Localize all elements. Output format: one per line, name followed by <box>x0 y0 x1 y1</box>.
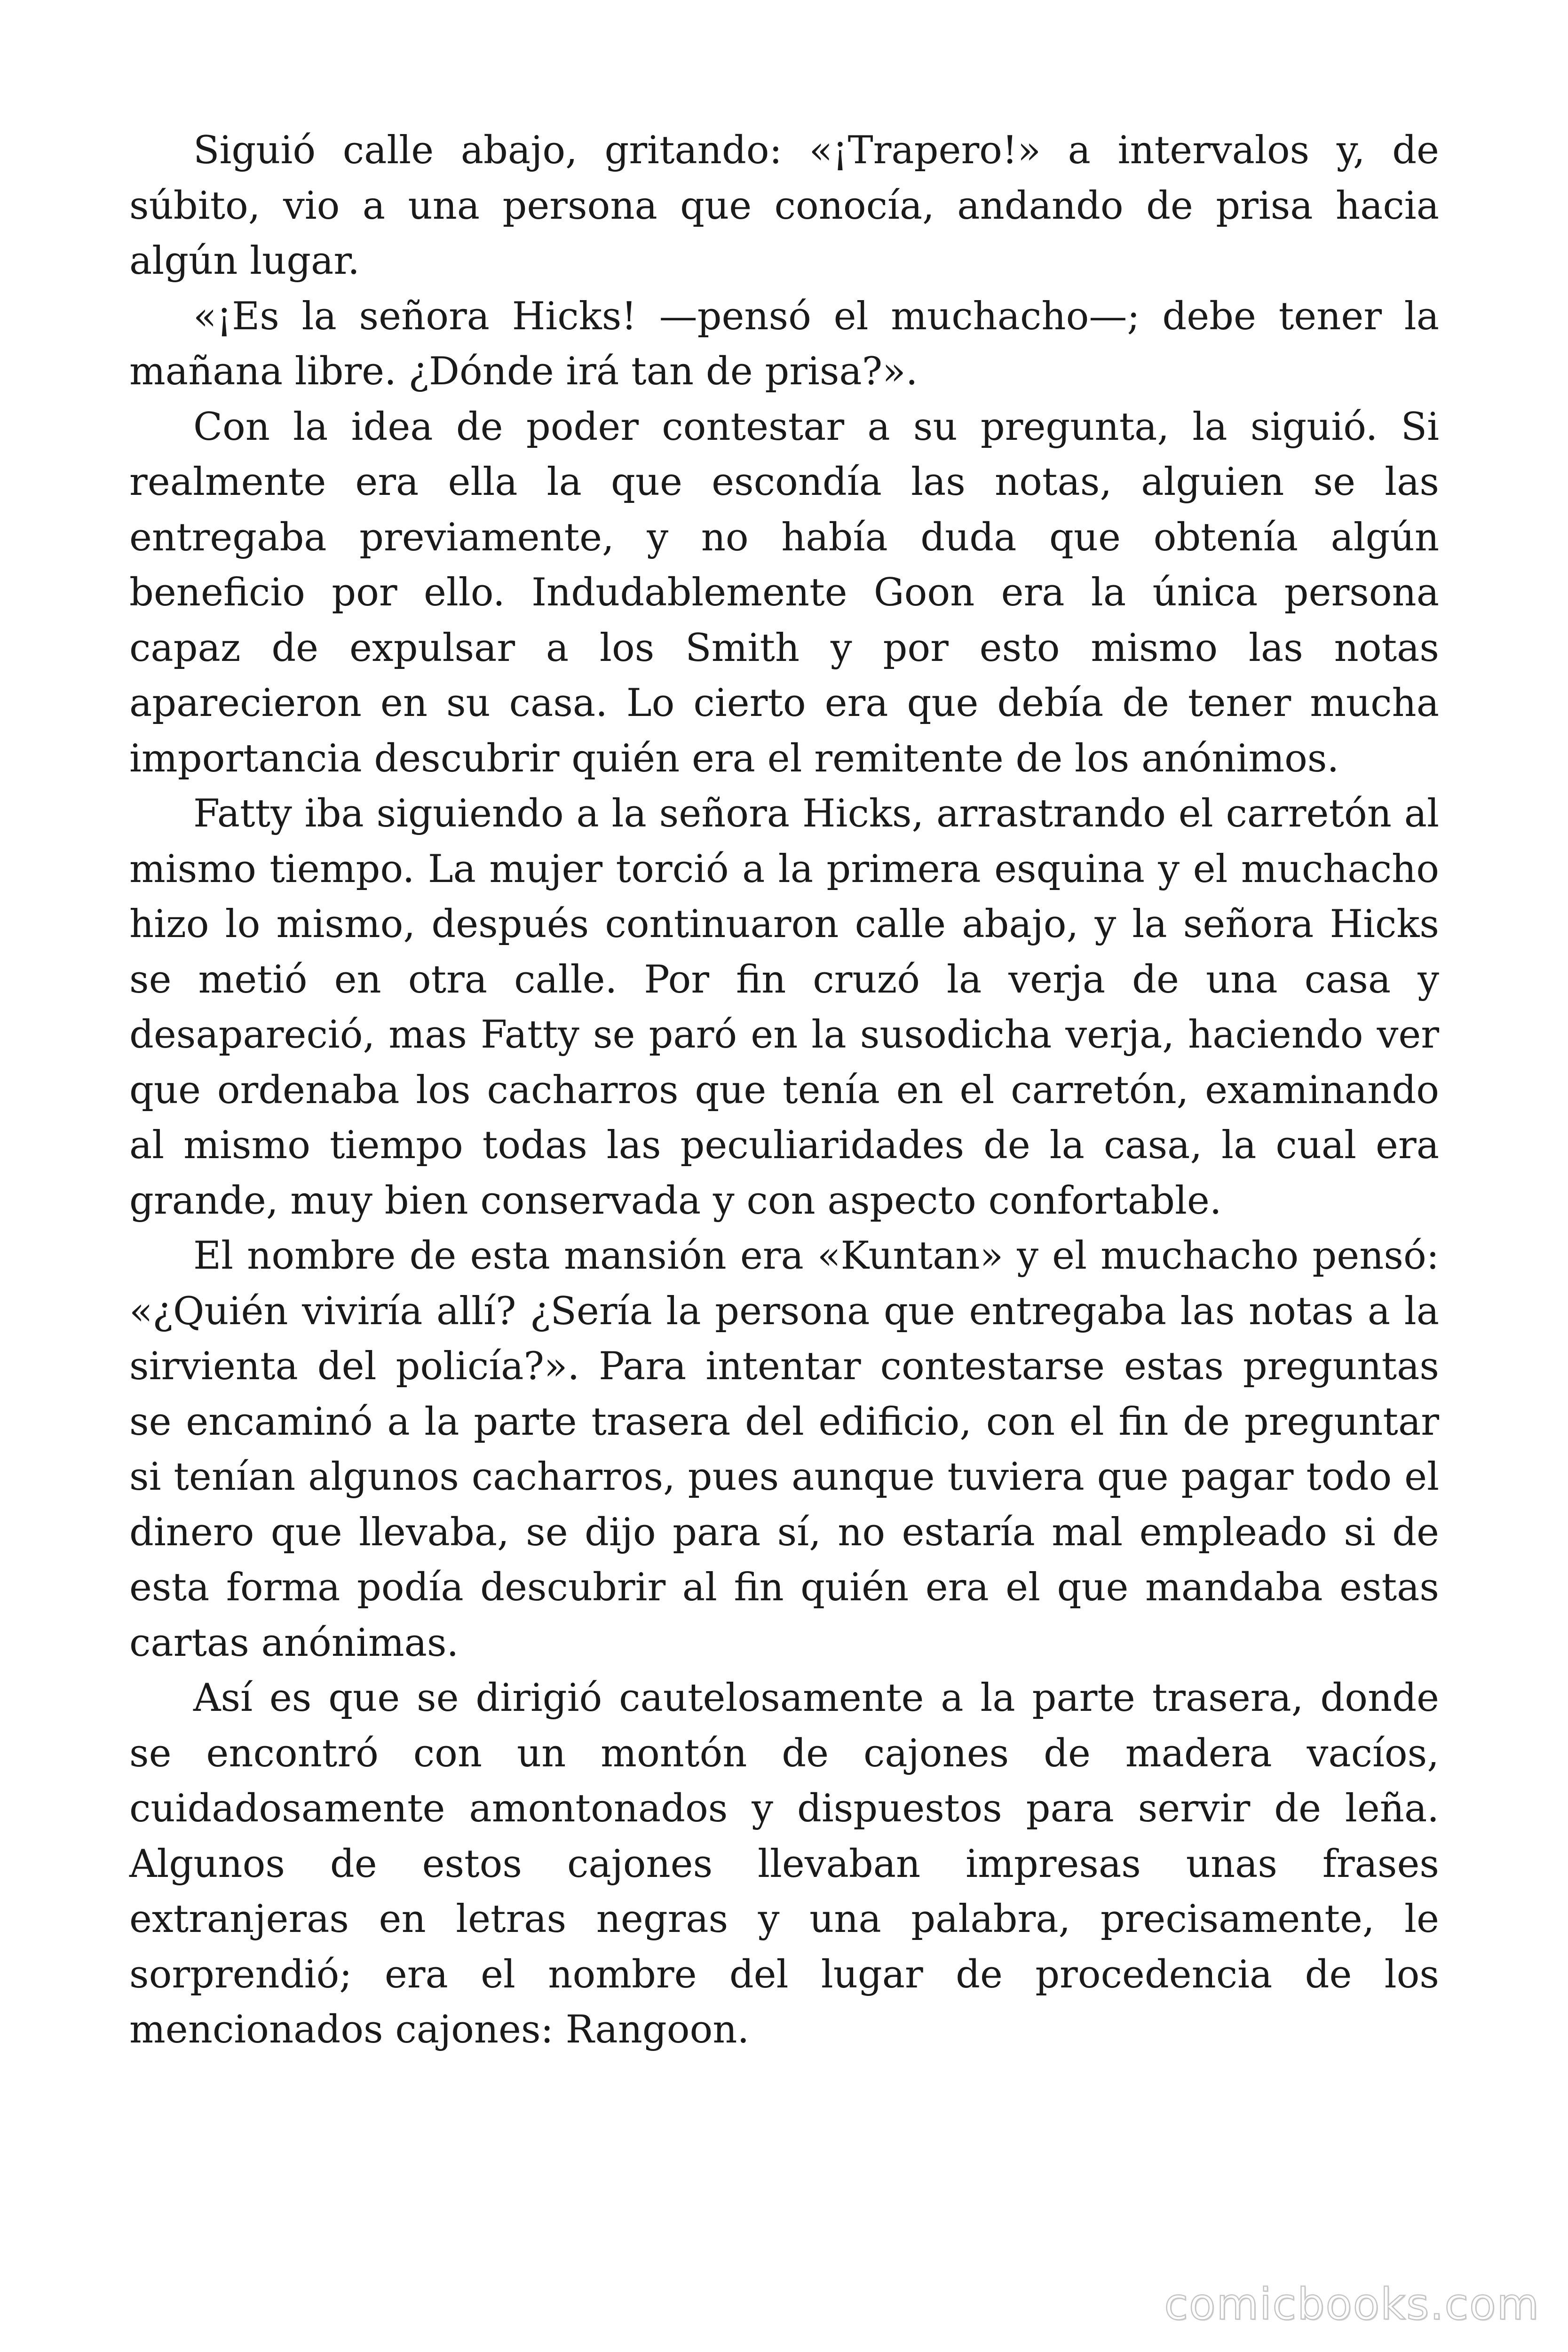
paragraph: Siguió calle abajo, gritando: «¡Trapero!» a intervalos y, de súbito, vio a una persona que conocía, andando de prisa hacia algún lugar. <box>129 128 1439 283</box>
paragraph: Así es que se dirigió cautelosamente a la parte trasera, donde se encontró con un montón de cajones de madera vacíos, cuidadosamente amontonados y dispuestos para servir de leña. Algunos de estos cajones llevaban impresas unas frases extranjeras en letras negras y una palabra, precisamente, le sorprendió; era el nombre del lugar de procedencia de los mencionados cajones: Rangoon. <box>129 1676 1439 2052</box>
paragraph: «¡Es la señora Hicks! —pensó el muchacho—; debe tener la mañana libre. ¿Dónde irá tan de prisa?». <box>129 294 1439 394</box>
watermark: comicbooks.com <box>1164 2279 1540 2329</box>
page-text-block <box>129 123 1439 2058</box>
paragraph: Fatty iba siguiendo a la señora Hicks, arrastrando el carretón al mismo tiempo. La mujer torció a la primera esquina y el muchacho hizo lo mismo, después continuaron calle abajo, y la señora Hicks se metió en otra calle. Por fin cruzó la verja de una casa y desapareció, mas Fatty se paró en la susodicha verja, haciendo ver que ordenaba los cacharros que tenía en el carretón, examinando al mismo tiempo todas las peculiaridades de la casa, la cual era grande, muy bien conservada y con aspecto confortable. <box>129 792 1439 1223</box>
paragraph: El nombre de esta mansión era «Kuntan» y el muchacho pensó: «¿Quién viviría allí? ¿Sería la persona que entregaba las notas a la sirvienta del policía?». Para intentar contestarse estas preguntas se encaminó a la parte trasera del edificio, con el fin de preguntar si tenían algunos cacharros, pues aunque tuviera que pagar todo el dinero que llevaba, se dijo para sí, no estaría mal empleado si de esta forma podía descubrir al fin quién era el que mandaba estas cartas anónimas. <box>129 1234 1439 1665</box>
paragraph: Con la idea de poder contestar a su pregunta, la siguió. Si realmente era ella la que escondía las notas, alguien se las entregaba previamente, y no había duda que obtenía algún beneficio por ello. Indudablemente Goon era la única persona capaz de expulsar a los Smith y por esto mismo las notas aparecieron en su casa. Lo cierto era que debía de tener mucha importancia descubrir quién era el remitente de los anónimos. <box>129 405 1439 781</box>
